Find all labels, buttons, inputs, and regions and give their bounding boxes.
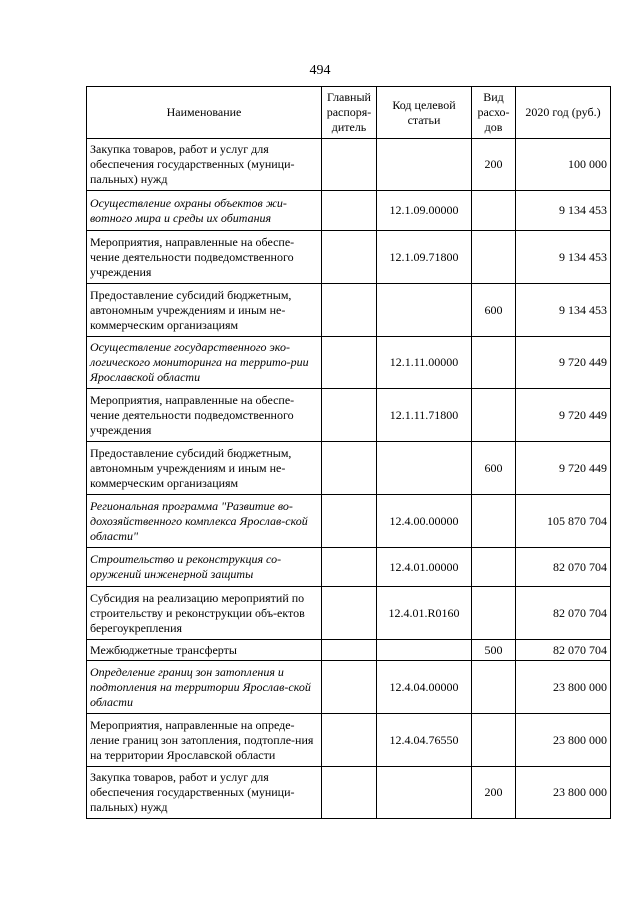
row-admin-cell	[322, 767, 377, 819]
table-row	[87, 139, 611, 191]
row-admin-cell	[322, 640, 377, 661]
table-row	[87, 767, 611, 819]
row-name-cell: Мероприятия, направленные на обеспе-чение деятельности подведомственного учреждения	[87, 231, 322, 284]
budget-table	[86, 86, 611, 819]
row-sum-cell: 9 720 449	[516, 389, 611, 442]
header-admin: Главный распоря-дитель	[322, 87, 377, 139]
row-expense-kind-cell	[472, 389, 516, 442]
row-target-code-cell	[377, 284, 472, 337]
row-name-cell: Региональная программа "Развитие во-дохозяйственного комплекса Ярослав-ской области"	[87, 495, 322, 548]
row-admin-cell	[322, 231, 377, 284]
row-target-code-cell	[377, 139, 472, 191]
row-name-cell: Закупка товаров, работ и услуг для обеспечения государственных (муници-пальных) нужд	[87, 139, 322, 191]
row-name-cell: Межбюджетные трансферты	[87, 640, 322, 661]
row-target-code-cell: 12.1.11.71800	[377, 389, 472, 442]
row-admin-cell	[322, 337, 377, 389]
row-sum-cell: 23 800 000	[516, 714, 611, 767]
table-row	[87, 640, 611, 661]
row-expense-kind-cell	[472, 337, 516, 389]
row-target-code-cell: 12.1.11.00000	[377, 337, 472, 389]
table-row	[87, 191, 611, 231]
row-sum-cell: 9 134 453	[516, 191, 611, 231]
table-row	[87, 587, 611, 640]
row-target-code-cell	[377, 442, 472, 495]
row-name-cell: Субсидия на реализацию мероприятий по строительству и реконструкции объ-ектов берегоукрепления	[87, 587, 322, 640]
row-target-code-cell: 12.4.04.76550	[377, 714, 472, 767]
row-admin-cell	[322, 389, 377, 442]
row-expense-kind-cell	[472, 231, 516, 284]
row-admin-cell	[322, 442, 377, 495]
row-name-cell: Осуществление охраны объектов жи-вотного мира и среды их обитания	[87, 191, 322, 231]
row-name-cell: Строительство и реконструкция со-оружений инженерной защиты	[87, 548, 322, 587]
row-admin-cell	[322, 191, 377, 231]
row-name-cell: Определение границ зон затопления и подтопления на территории Ярослав-ской области	[87, 661, 322, 714]
row-sum-cell: 105 870 704	[516, 495, 611, 548]
row-name-cell: Предоставление субсидий бюджетным, автономным учреждениям и иным не-коммерческим организациям	[87, 284, 322, 337]
row-target-code-cell: 12.4.04.00000	[377, 661, 472, 714]
table-body	[87, 139, 611, 819]
row-admin-cell	[322, 548, 377, 587]
table-row	[87, 714, 611, 767]
row-expense-kind-cell	[472, 587, 516, 640]
table-row	[87, 231, 611, 284]
row-target-code-cell	[377, 640, 472, 661]
row-name-cell: Осуществление государственного эко-логического мониторинга на террито-рии Ярославской области	[87, 337, 322, 389]
row-sum-cell: 9 134 453	[516, 231, 611, 284]
table-header-row	[87, 87, 611, 139]
row-expense-kind-cell: 500	[472, 640, 516, 661]
row-target-code-cell: 12.4.00.00000	[377, 495, 472, 548]
row-sum-cell: 82 070 704	[516, 587, 611, 640]
row-target-code-cell: 12.1.09.71800	[377, 231, 472, 284]
row-target-code-cell: 12.1.09.00000	[377, 191, 472, 231]
row-name-cell: Закупка товаров, работ и услуг для обеспечения государственных (муници-пальных) нужд	[87, 767, 322, 819]
table-row	[87, 389, 611, 442]
row-expense-kind-cell	[472, 548, 516, 587]
row-admin-cell	[322, 587, 377, 640]
row-sum-cell: 100 000	[516, 139, 611, 191]
row-expense-kind-cell: 200	[472, 139, 516, 191]
row-sum-cell: 9 720 449	[516, 442, 611, 495]
row-admin-cell	[322, 714, 377, 767]
table-row	[87, 442, 611, 495]
table-row	[87, 284, 611, 337]
row-name-cell: Предоставление субсидий бюджетным, автономным учреждениям и иным не-коммерческим организациям	[87, 442, 322, 495]
row-sum-cell: 82 070 704	[516, 640, 611, 661]
page-number: 494	[309, 63, 331, 78]
header-sum: 2020 год (руб.)	[516, 87, 611, 139]
row-sum-cell: 9 720 449	[516, 337, 611, 389]
row-name-cell: Мероприятия, направленные на обеспе-чение деятельности подведомственного учреждения	[87, 389, 322, 442]
row-admin-cell	[322, 284, 377, 337]
row-expense-kind-cell: 600	[472, 442, 516, 495]
row-expense-kind-cell	[472, 714, 516, 767]
row-sum-cell: 23 800 000	[516, 767, 611, 819]
header-expense-kind: Вид расхо-дов	[472, 87, 516, 139]
row-sum-cell: 82 070 704	[516, 548, 611, 587]
table-row	[87, 661, 611, 714]
header-target-code: Код целевой статьи	[377, 87, 472, 139]
row-sum-cell: 23 800 000	[516, 661, 611, 714]
table-row	[87, 495, 611, 548]
row-expense-kind-cell	[472, 495, 516, 548]
row-admin-cell	[322, 495, 377, 548]
row-target-code-cell	[377, 767, 472, 819]
header-name: Наименование	[87, 87, 322, 139]
row-sum-cell: 9 134 453	[516, 284, 611, 337]
row-expense-kind-cell	[472, 191, 516, 231]
row-expense-kind-cell: 200	[472, 767, 516, 819]
row-target-code-cell: 12.4.01.00000	[377, 548, 472, 587]
row-expense-kind-cell	[472, 661, 516, 714]
row-admin-cell	[322, 661, 377, 714]
row-admin-cell	[322, 139, 377, 191]
row-expense-kind-cell: 600	[472, 284, 516, 337]
row-target-code-cell: 12.4.01.R0160	[377, 587, 472, 640]
table-row	[87, 337, 611, 389]
row-name-cell: Мероприятия, направленные на опреде-ление границ зон затопления, подтопле-ния на территории Ярославской области	[87, 714, 322, 767]
table-row	[87, 548, 611, 587]
